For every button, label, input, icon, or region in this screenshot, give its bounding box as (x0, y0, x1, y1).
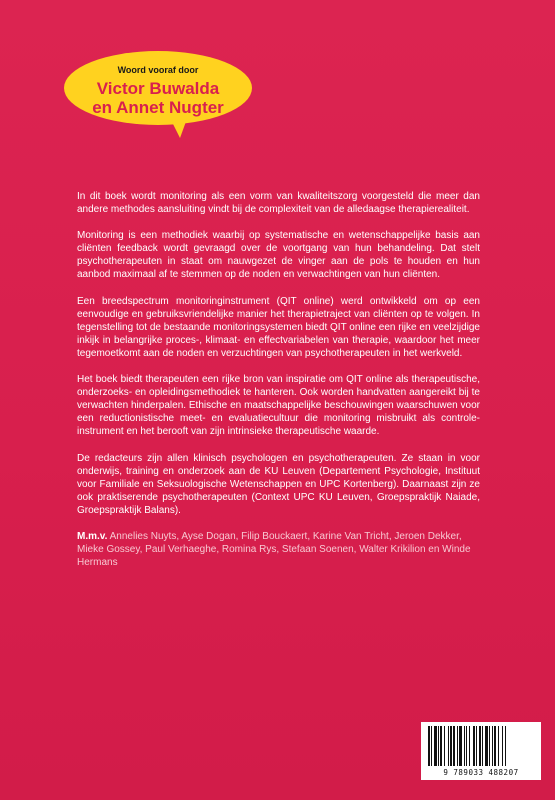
blurb-paragraph: Een breedspectrum monitoringinstrument (QIT online) werd ontwikkeld om op een eenvoudige en gebruiksvriendelijke manier het therapietraject van cliënten op te volgen. In tegenstelling tot de bestaande monitoringsystemen biedt QIT online een rijke en veelzijdige inkijk in belangrijke proces-, klimaat- en effectvariabelen van therapie, waardoor het meer tegemoetkomt aan de noden en verzuchtingen van psychotherapeuten in het werkveld. (77, 295, 480, 359)
speech-bubble (62, 48, 254, 138)
contributors (77, 530, 480, 569)
isbn-barcode (421, 722, 541, 780)
blurb-paragraph: Monitoring is een methodiek waarbij op systematische en wetenschappelijke basis aan cliënten feedback wordt gevraagd over de voortgang van hun behandeling. Dat stelt psychotherapeuten in staat om nauwgezet de vinger aan de pols te houden en hun aanbod maximaal af te stemmen op de noden en verwachtingen van hun cliënten. (77, 230, 480, 281)
blurb-text (77, 190, 480, 582)
foreword-authors (62, 79, 254, 117)
blurb-paragraph: De redacteurs zijn allen klinisch psychologen en psychotherapeuten. Ze staan in voor onderwijs, training en onderzoek aan de KU Leuven (Departement Psychologie, Instituut voor Familiale en Seksuologische Wetenschappen en UPC Kortenberg). Daarnaast zijn ze ook praktiserende psychotherapeuten (Context UPC KU Leuven, Groepspraktijk Naiade, Groepspraktijk Balans). (77, 452, 480, 516)
foreword-author-line-1: Victor Buwalda (96, 79, 220, 98)
blurb-paragraph: Het boek biedt therapeuten een rijke bron van inspiratie om QIT online als therapeutische, onderzoeks- en opleidingsmethodiek te hanteren. Ook worden handvatten aangereikt bij te verwachten hinderpalen. Ethische en maatschappelijke beschouwingen waarschuwen voor een reductionistische meet- en evaluatiecultuur die monitoring misbruikt als controle-instrument en het berooft van zijn intrinsieke therapeutische waarde. (77, 374, 480, 438)
contributors-lead: M.m.v. (77, 530, 108, 542)
contributors-names: Annelies Nuyts, Ayse Dogan, Filip Bouckaert, Karine Van Tricht, Jeroen Dekker, Mieke Gossey, Paul Verhaeghe, Romina Rys, Stefaan Soenen, Walter Krikilion en Winde Hermans (77, 530, 471, 569)
blurb-paragraph: In dit boek wordt monitoring als een vorm van kwaliteitszorg voorgesteld die meer dan andere methodes aansluiting vindt bij de complexiteit van de alledaagse therapierealiteit. (77, 191, 480, 216)
foreword-author-line-2: en Annet Nugter (92, 98, 224, 117)
barcode-bars-icon (427, 726, 535, 766)
foreword-intro: Woord vooraf door (117, 65, 199, 75)
barcode-digits: 9 789033 488207 (443, 768, 519, 777)
